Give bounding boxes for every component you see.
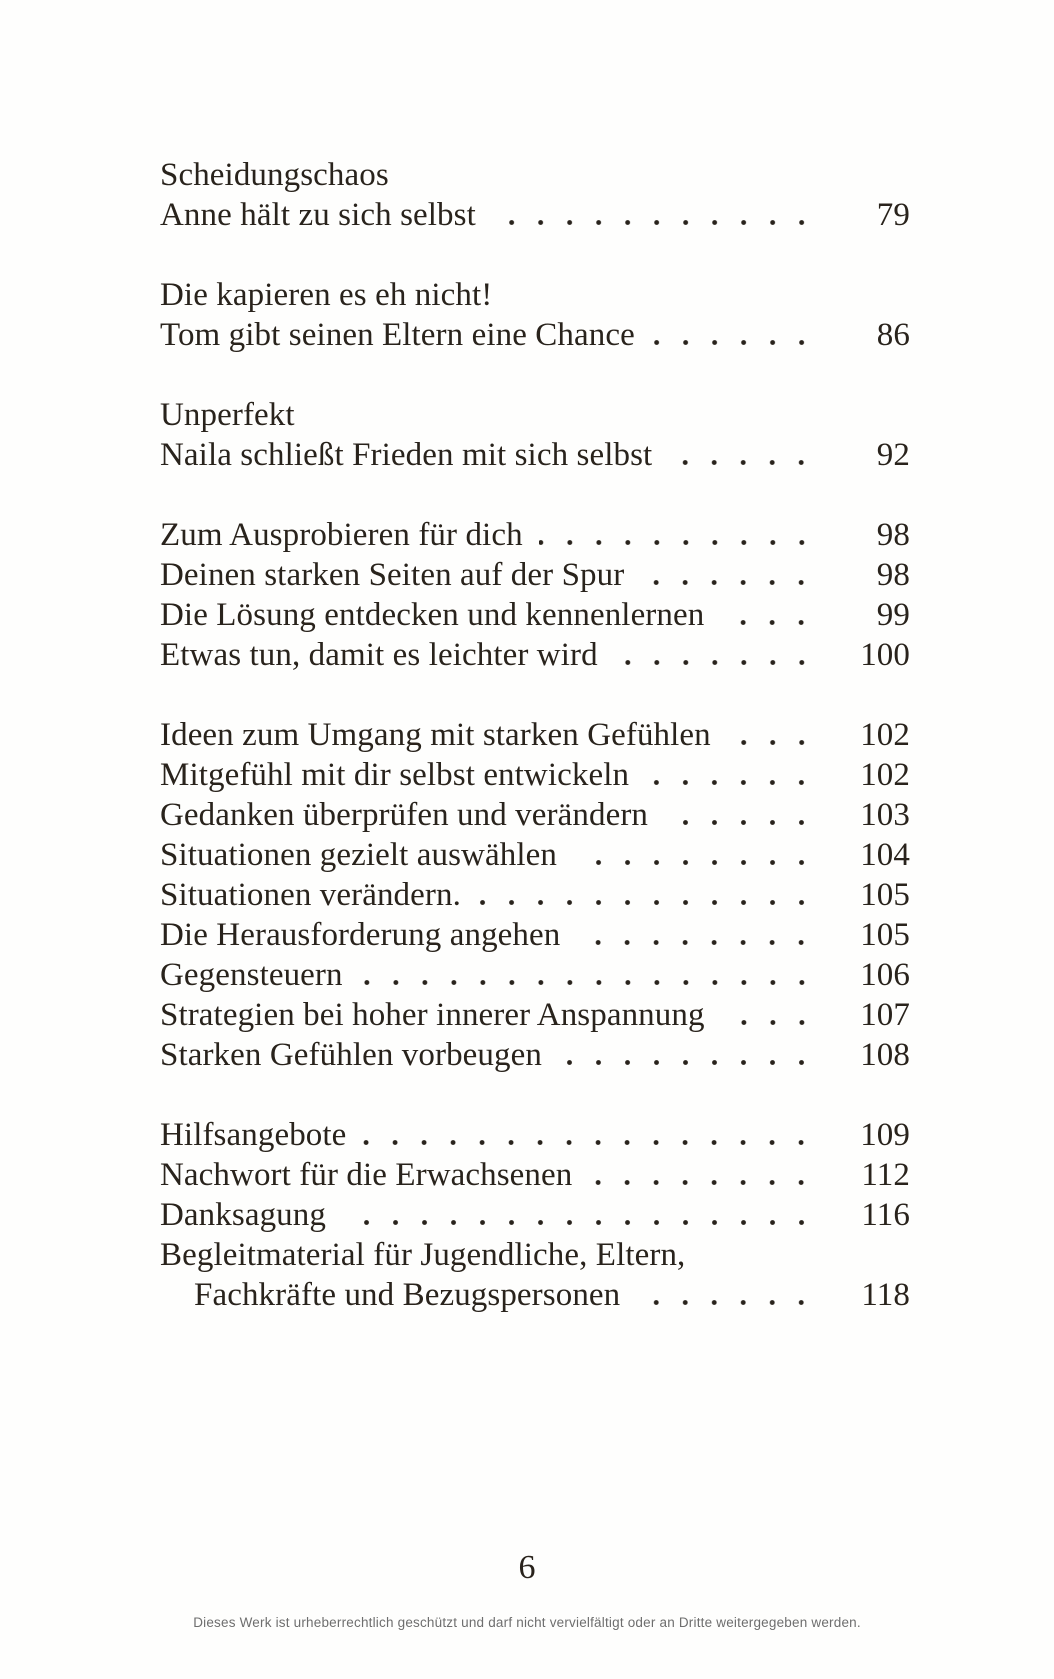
toc-entry-page: 79 — [876, 197, 910, 233]
toc-entry — [160, 755, 910, 795]
toc-entry-title: Die Herausforderung angehen — [160, 917, 561, 953]
page-number: 6 — [518, 1549, 536, 1586]
copyright-notice: Dieses Werk ist urheberrechtlich geschützt und darf nicht vervielfältigt oder an Dritte weitergegeben werden. — [193, 1615, 861, 1630]
toc-entry-page: 116 — [861, 1197, 910, 1233]
toc-group — [160, 515, 910, 675]
toc-entry-title: Ideen zum Umgang mit starken Gefühlen — [160, 717, 711, 753]
toc-entry — [160, 595, 910, 635]
dot-leader — [558, 1060, 816, 1065]
dot-leader — [720, 620, 816, 625]
toc-group — [160, 715, 910, 1075]
toc-entry — [160, 1035, 910, 1075]
toc-entry-page: 86 — [876, 317, 910, 353]
toc-group — [160, 275, 910, 355]
toc-entry-title: Situationen gezielt auswählen — [160, 837, 557, 873]
toc-entry-title: Fachkräfte und Bezugspersonen — [194, 1277, 621, 1313]
toc-entry — [160, 1155, 910, 1195]
toc-entry-page: 102 — [860, 717, 910, 753]
dot-leader — [539, 540, 816, 545]
toc-entry-page: 103 — [860, 797, 910, 833]
toc-entry — [160, 1115, 910, 1155]
toc-entry — [160, 915, 910, 955]
toc-entry — [160, 635, 910, 675]
toc-entry-page: 102 — [860, 757, 910, 793]
toc-entry-page: 98 — [876, 557, 910, 593]
toc-entry-page: 92 — [876, 437, 910, 473]
table-of-contents — [160, 155, 910, 1315]
toc-entry — [160, 555, 910, 595]
toc-entry-page: 112 — [861, 1157, 910, 1193]
toc-entry — [160, 715, 910, 755]
toc-entry-page: 107 — [860, 997, 910, 1033]
toc-entry-page: 108 — [860, 1037, 910, 1073]
toc-entry-title: Starken Gefühlen vorbeugen — [160, 1037, 542, 1073]
dot-leader — [636, 1300, 816, 1305]
dot-leader — [359, 980, 816, 985]
dot-leader — [664, 820, 816, 825]
toc-entry-title: Deinen starken Seiten auf der Spur — [160, 557, 625, 593]
toc-entry-page: 109 — [860, 1117, 910, 1153]
toc-entry-title: Unperfekt — [160, 397, 295, 433]
dot-leader — [573, 860, 816, 865]
toc-entry-title: Die kapieren es eh nicht! — [160, 277, 493, 313]
toc-entry — [160, 195, 910, 235]
toc-entry — [160, 835, 910, 875]
toc-entry-page: 104 — [860, 837, 910, 873]
toc-entry-title: Begleitmaterial für Jugendliche, Eltern, — [160, 1237, 686, 1273]
toc-entry — [160, 795, 910, 835]
toc-entry — [160, 515, 910, 555]
dot-leader — [727, 740, 816, 745]
toc-entry-title: Hilfsangebote — [160, 1117, 347, 1153]
dot-leader — [362, 1140, 816, 1145]
toc-group — [160, 395, 910, 475]
toc-entry-title: Danksagung — [160, 1197, 326, 1233]
toc-entry — [160, 875, 910, 915]
toc-entry-page: 98 — [876, 517, 910, 553]
toc-entry-title: Etwas tun, damit es leichter wird — [160, 637, 598, 673]
dot-leader — [721, 1020, 816, 1025]
toc-entry — [160, 1195, 910, 1235]
toc-entry — [160, 955, 910, 995]
toc-entry-title: Anne hält zu sich selbst — [160, 197, 476, 233]
dot-leader — [651, 340, 816, 345]
toc-entry-page: 118 — [861, 1277, 910, 1313]
toc-entry — [160, 275, 910, 315]
toc-entry-page: 106 — [860, 957, 910, 993]
toc-entry — [160, 1275, 910, 1315]
toc-entry-title: Nachwort für die Erwachsenen — [160, 1157, 573, 1193]
toc-entry-title: Zum Ausprobieren für dich — [160, 517, 523, 553]
toc-entry-title: Gedanken überprüfen und verändern — [160, 797, 649, 833]
toc-entry-title: Tom gibt seinen Eltern eine Chance — [160, 317, 635, 353]
toc-entry — [160, 995, 910, 1035]
toc-entry-page: 100 — [860, 637, 910, 673]
dot-leader — [588, 1180, 816, 1185]
dot-leader — [668, 460, 816, 465]
toc-entry — [160, 435, 910, 475]
toc-entry — [160, 315, 910, 355]
toc-entry-title: Die Lösung entdecken und kennenlernen — [160, 597, 705, 633]
toc-entry-page: 105 — [860, 917, 910, 953]
toc-entry-title: Gegensteuern — [160, 957, 343, 993]
toc-group — [160, 155, 910, 235]
toc-entry — [160, 395, 910, 435]
toc-entry-page: 99 — [876, 597, 910, 633]
toc-entry — [160, 1235, 910, 1275]
toc-entry-page: 105 — [860, 877, 910, 913]
dot-leader — [492, 220, 816, 225]
dot-leader — [614, 660, 816, 665]
dot-leader — [477, 900, 816, 905]
toc-entry-title: Situationen verändern. — [160, 877, 461, 913]
dot-leader — [640, 580, 816, 585]
toc-entry-title: Strategien bei hoher innerer Anspannung — [160, 997, 705, 1033]
toc-entry-title: Naila schließt Frieden mit sich selbst — [160, 437, 653, 473]
toc-group — [160, 1115, 910, 1315]
dot-leader — [342, 1220, 816, 1225]
toc-entry — [160, 155, 910, 195]
toc-entry-title: Scheidungschaos — [160, 157, 389, 193]
dot-leader — [576, 940, 816, 945]
dot-leader — [645, 780, 816, 785]
toc-entry-title: Mitgefühl mit dir selbst entwickeln — [160, 757, 630, 793]
